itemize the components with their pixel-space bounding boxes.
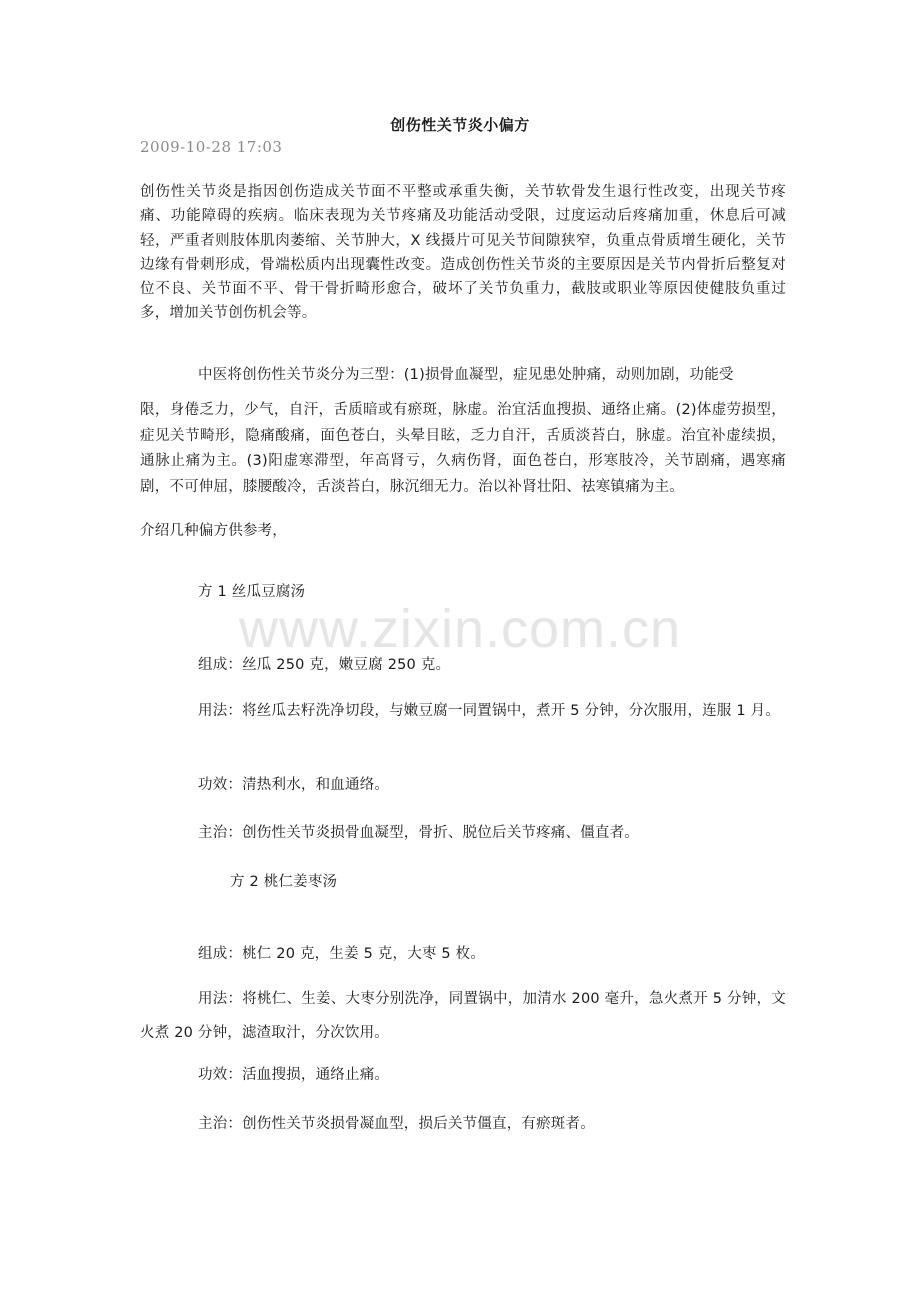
recipe1-heading: 方 1 丝瓜豆腐汤 bbox=[198, 584, 306, 600]
recipe1-effect: 功效：清热利水，和血通络。 bbox=[198, 777, 390, 793]
tcm-classification-paragraph bbox=[140, 362, 786, 500]
recipe2-effect: 功效：活血搜损，通络止痛。 bbox=[198, 1067, 390, 1083]
recipe2-indication: 主治：创伤性关节炎损骨凝血型，损后关节僵直，有瘀斑者。 bbox=[198, 1116, 595, 1132]
recipe1-usage bbox=[140, 694, 786, 728]
recipe2-usage bbox=[140, 982, 786, 1050]
watermark: www.zixin.com.cn bbox=[238, 599, 682, 659]
recipe2-composition: 组成：桃仁 20 克，生姜 5 克，大枣 5 枚。 bbox=[198, 946, 486, 962]
recipe1-indication: 主治：创伤性关节炎损骨血凝型，骨折、脱位后关节疼痛、僵直者。 bbox=[198, 825, 639, 841]
recipe1-composition: 组成：丝瓜 250 克，嫩豆腐 250 克。 bbox=[198, 657, 451, 673]
tcm-rest-text: 限，身倦乏力，少气，自汗，舌质暗或有瘀斑，脉虚。治宜活血搜损、通络止痛。(2)体虚劳损型，症见关节畸形，隐痛酸痛，面色苍白，头晕目眩，乏力自汗，舌质淡苔白，脉虚。治宜补虚续损，通脉止痛为主。(3)阳虚寒滞型，年高肾亏，久病伤肾，面色苍白，形寒肢冷，关节剧痛，遇寒痛剧，不可伸屈，膝腰酸冷，舌淡苔白，脉沉细无力。治以补肾壮阳、祛寒镇痛为主。 bbox=[140, 402, 786, 495]
tcm-first-line: 中医将创伤性关节炎分为三型：(1)损骨血凝型，症见患处肿痛，动则加剧，功能受 bbox=[198, 367, 734, 383]
intro-paragraph: 创伤性关节炎是指因创伤造成关节面不平整或承重失衡，关节软骨发生退行性改变，出现关节疼痛、功能障碍的疾病。临床表现为关节疼痛及功能活动受限，过度运动后疼痛加重，休息后可减轻，严重者则肢体肌肉萎缩、关节肿大，X 线摄片可见关节间隙狭窄，负重点骨质增生硬化，关节边缘有骨刺形成，骨端松质内出现囊性改变。造成创伤性关节炎的主要原因是关节内骨折后整复对位不良、关节面不平、骨干骨折畸形愈合，破坏了关节负重力，截肢或职业等原因使健肢负重过多，增加关节创伤机会等。 bbox=[140, 184, 786, 322]
recipe2-heading: 方 2 桃仁姜枣汤 bbox=[230, 874, 338, 890]
document-title: 创伤性关节炎小偏方 bbox=[390, 116, 530, 134]
recipe1-usage-text: 用法：将丝瓜去籽洗净切段，与嫩豆腐一同置锅中，煮开 5 分钟，分次服用，连服 1 月。 bbox=[198, 703, 780, 719]
recipe2-usage-text: 用法：将桃仁、生姜、大枣分别洗净，同置锅中，加清水 200 毫升，急火煮开 5 分钟，文火煮 20 分钟，滤渣取汁，分次饮用。 bbox=[140, 991, 786, 1041]
recipes-intro: 介绍几种偏方供参考， bbox=[140, 523, 287, 539]
post-timestamp: 2009-10-28 17:03 bbox=[140, 138, 283, 156]
